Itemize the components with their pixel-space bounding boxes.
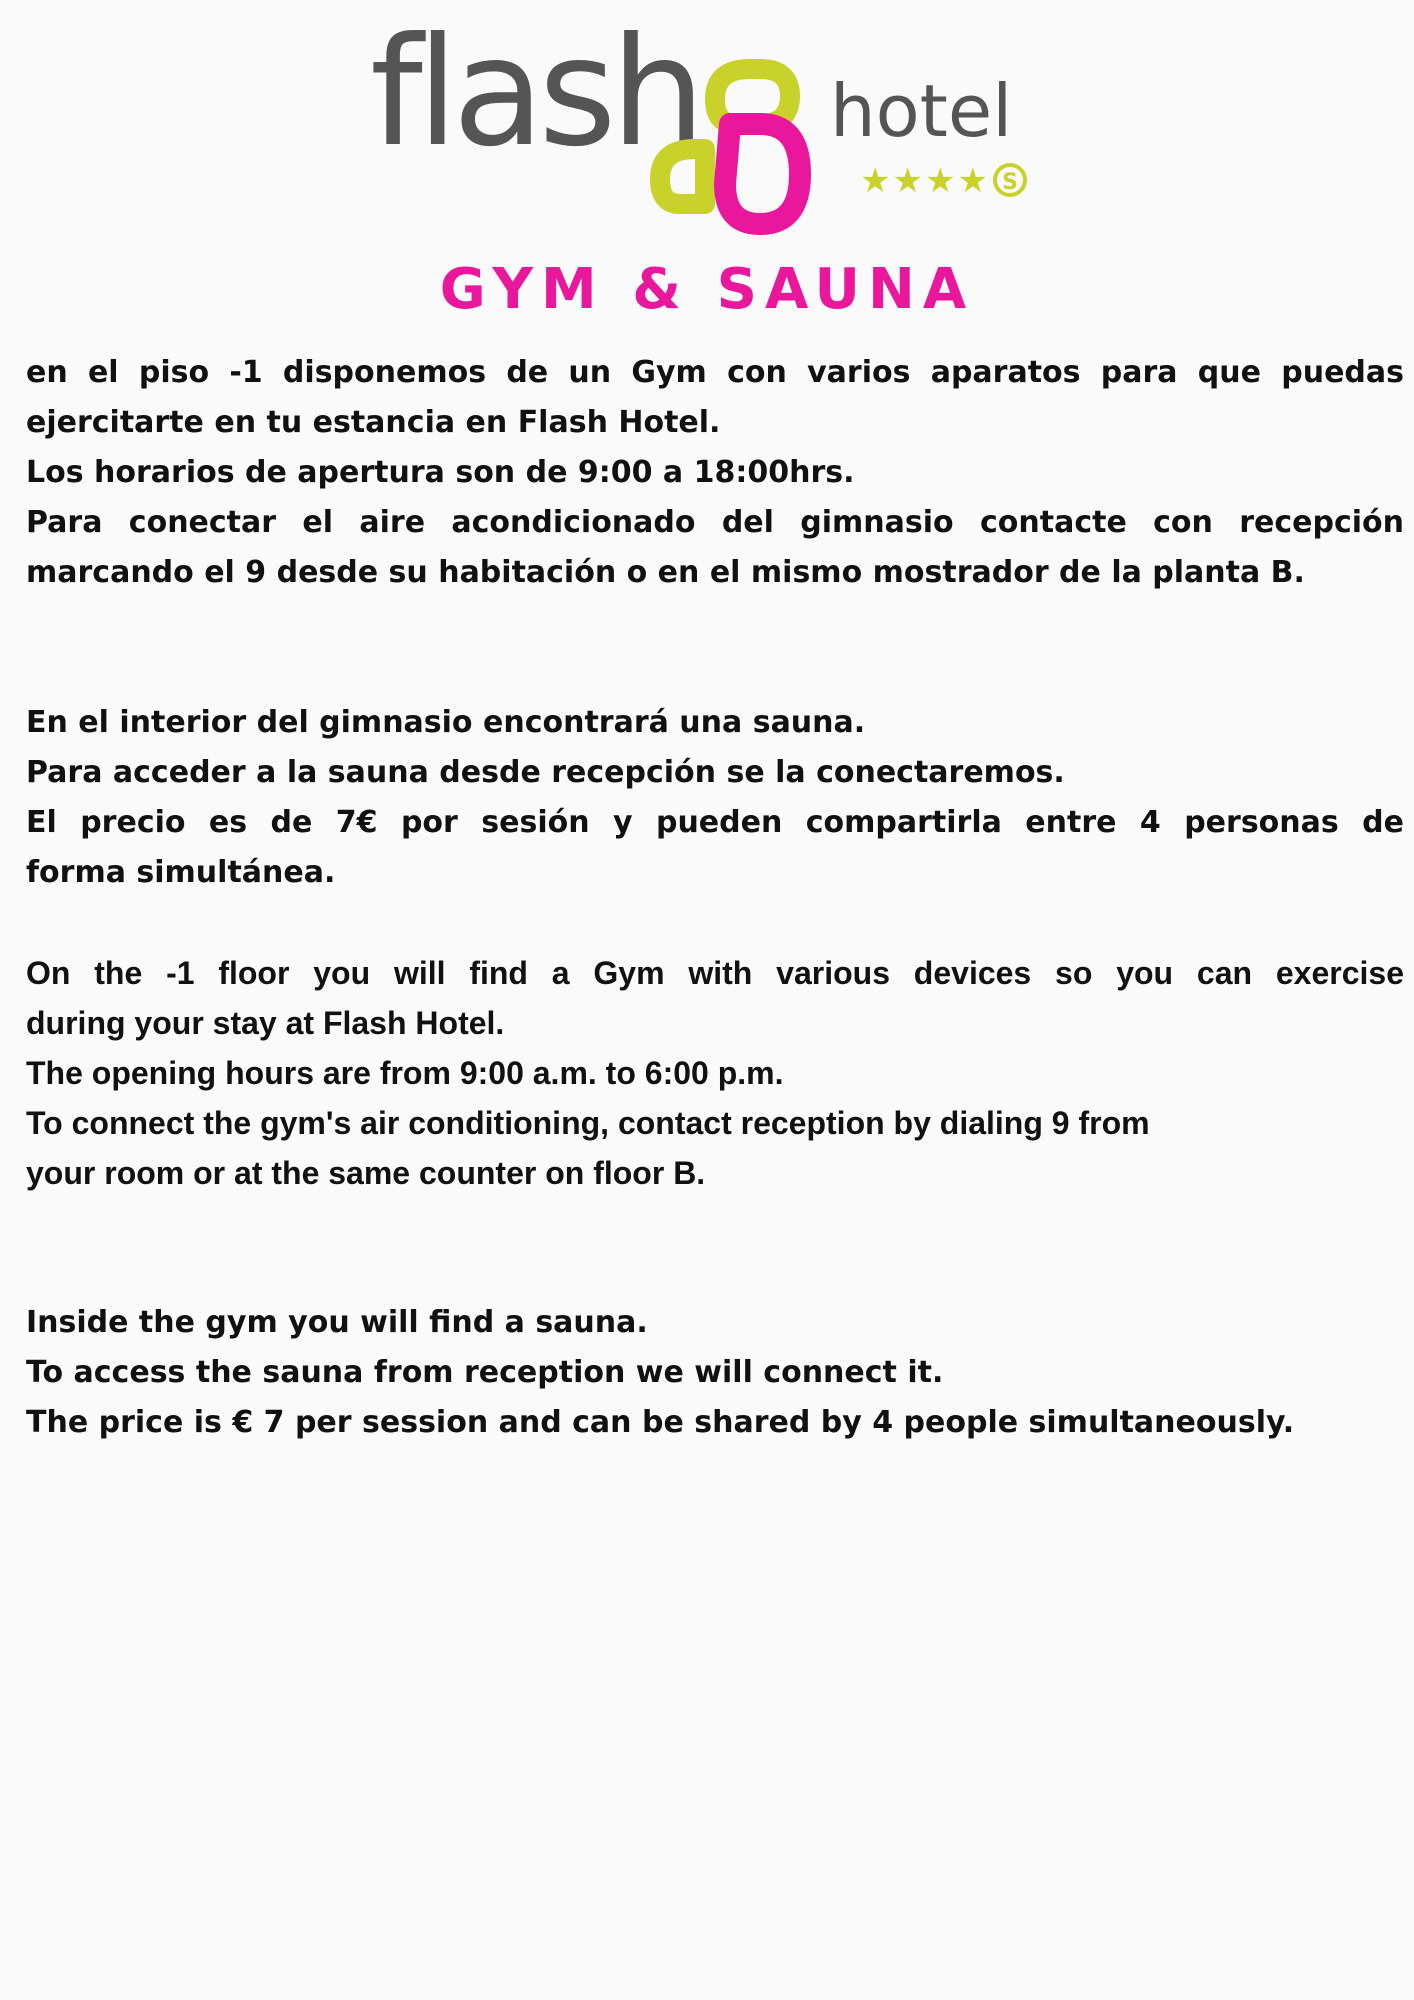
text-line: En el interior del gimnasio encontrará una sauna. (26, 705, 866, 740)
spacer (26, 598, 1404, 698)
flash-hotel-logo (360, 24, 1060, 244)
document-body (26, 348, 1404, 1448)
spanish-gym-section (26, 348, 1404, 598)
text-line: forma simultánea. (26, 855, 336, 890)
text-line: To connect the gym's air conditioning, contact reception by dialing 9 from (26, 1105, 1150, 1141)
page-title: GYM & SAUNA (439, 257, 975, 322)
spanish-sauna-section (26, 698, 1404, 898)
text-line: your room or at the same counter on floor B. (26, 1155, 706, 1191)
text-line: ejercitarte en tu estancia en Flash Hotel. (26, 405, 721, 440)
text-line: The opening hours are from 9:00 a.m. to 6:00 p.m. (26, 1055, 784, 1091)
spacer (26, 1198, 1404, 1298)
logo-graphic (360, 24, 1060, 244)
logo-brand-word: flash (370, 24, 700, 180)
text-line: Inside the gym you will find a sauna. (26, 1305, 648, 1340)
text-line: On the -1 floor you will find a Gym with various devices so you can exercise (26, 955, 1404, 991)
text-line: Para conectar el aire acondicionado del gimnasio contacte con recepción (26, 505, 1404, 540)
text-line: marcando el 9 desde su habitación o en el mismo mostrador de la planta B. (26, 555, 1305, 590)
logo-hotel-word: hotel (830, 69, 1013, 153)
text-line: Para acceder a la sauna desde recepción se la conectaremos. (26, 755, 1065, 790)
text-line: en el piso -1 disponemos de un Gym con varios aparatos para que puedas (26, 355, 1404, 390)
text-line: El precio es de 7€ por sesión y pueden compartirla entre 4 personas de (26, 805, 1404, 840)
text-line: The price is € 7 per session and can be shared by 4 people simultaneously. (26, 1405, 1295, 1440)
english-sauna-section (26, 1298, 1404, 1448)
logo-magenta-drop (725, 124, 800, 224)
spacer (26, 898, 1404, 948)
logo-stars: ★★★★ (860, 161, 990, 201)
text-line: Los horarios de apertura son de 9:00 a 18:00hrs. (26, 455, 855, 490)
text-line: during your stay at Flash Hotel. (26, 1005, 505, 1041)
logo-superior-mark: S (1002, 170, 1018, 195)
english-gym-section (26, 948, 1404, 1198)
text-line: To access the sauna from reception we will connect it. (26, 1355, 944, 1390)
